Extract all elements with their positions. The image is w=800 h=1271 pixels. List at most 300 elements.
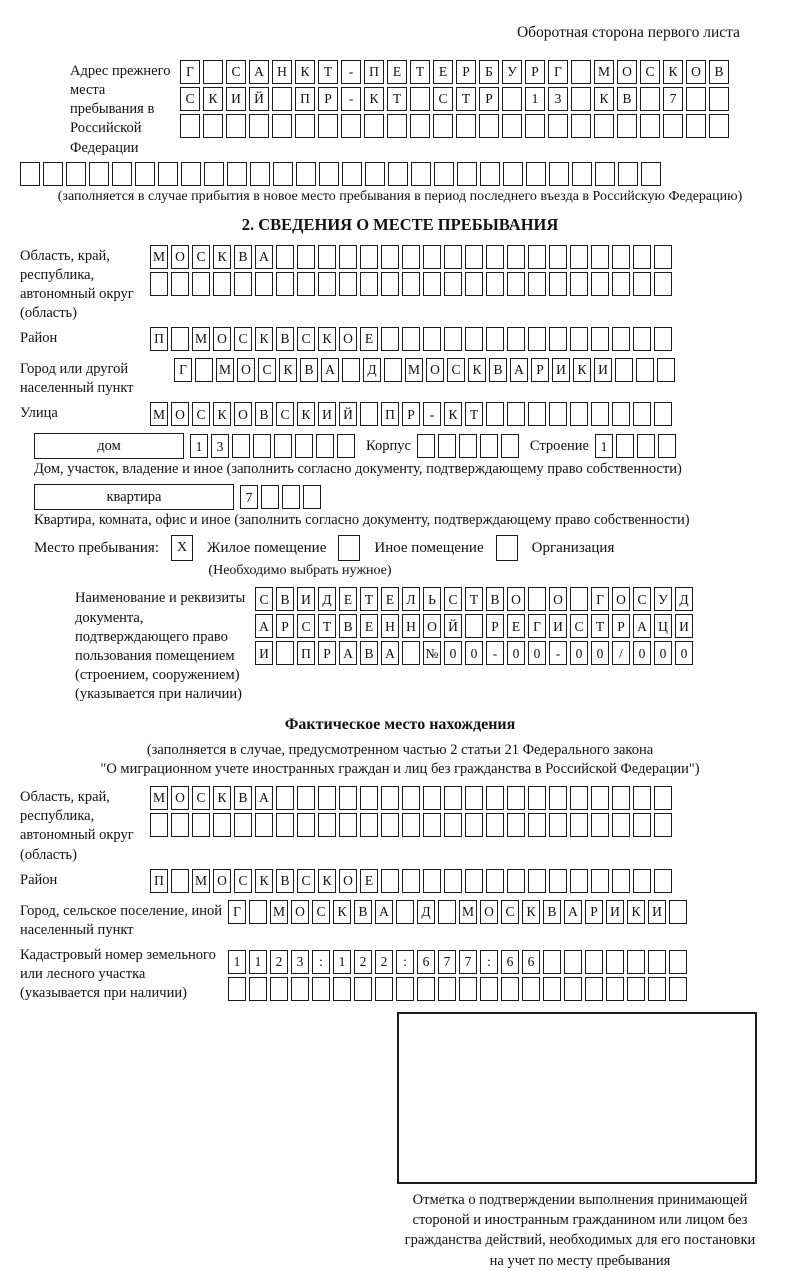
char-cell <box>387 114 407 138</box>
char-cell <box>633 813 651 837</box>
char-cell: О <box>686 60 706 84</box>
char-cell: К <box>468 358 486 382</box>
stroenie-label: Строение <box>529 437 589 454</box>
char-cell: О <box>339 327 357 351</box>
char-cell: М <box>150 786 168 810</box>
char-cell: И <box>255 641 273 665</box>
char-cell: О <box>612 587 630 611</box>
char-cell <box>591 245 609 269</box>
char-cell: К <box>364 87 384 111</box>
char-cell <box>465 786 483 810</box>
char-cell: П <box>295 87 315 111</box>
char-cell <box>548 114 568 138</box>
char-cell <box>337 434 355 458</box>
char-row <box>228 950 780 974</box>
char-cell: О <box>213 869 231 893</box>
char-cell <box>43 162 63 186</box>
char-cell <box>633 272 651 296</box>
char-cell: С <box>444 587 462 611</box>
char-cell: С <box>297 614 315 638</box>
char-cell <box>528 327 546 351</box>
char-cell: К <box>255 327 273 351</box>
char-cell <box>658 434 676 458</box>
char-cell <box>528 272 546 296</box>
char-cell <box>606 950 624 974</box>
char-cell: С <box>192 245 210 269</box>
char-cell <box>365 162 385 186</box>
char-cell <box>640 114 660 138</box>
char-cell <box>291 977 309 1001</box>
char-cell: Т <box>360 587 378 611</box>
char-cell <box>633 786 651 810</box>
field-al-city <box>20 900 780 940</box>
char-cell <box>171 272 189 296</box>
char-cell <box>318 813 336 837</box>
char-cell <box>423 813 441 837</box>
char-cell: Н <box>381 614 399 638</box>
actual-location-note-1: (заполняется в случае, предусмотренном частью 2 статьи 21 Федерального закона <box>146 742 654 759</box>
char-cell: П <box>150 327 168 351</box>
char-cell: О <box>171 402 189 426</box>
char-cell <box>171 869 189 893</box>
field-al-region <box>20 786 780 865</box>
char-cell <box>654 327 672 351</box>
char-cell <box>486 272 504 296</box>
char-cell <box>272 114 292 138</box>
char-cell <box>591 869 609 893</box>
char-cell <box>457 162 477 186</box>
char-cell: Е <box>360 614 378 638</box>
char-cell <box>381 272 399 296</box>
char-cell: Р <box>276 614 294 638</box>
char-cell: С <box>276 402 294 426</box>
char-row <box>228 900 780 924</box>
char-cell <box>543 977 561 1001</box>
char-cell: К <box>203 87 223 111</box>
char-cell <box>402 327 420 351</box>
street-rows <box>150 402 780 429</box>
char-cell: Е <box>507 614 525 638</box>
char-cell: С <box>640 60 660 84</box>
char-cell: С <box>258 358 276 382</box>
char-cell: 7 <box>663 87 683 111</box>
char-cell <box>571 60 591 84</box>
stamp-box <box>397 1012 757 1184</box>
char-cell: № <box>423 641 441 665</box>
char-cell <box>341 114 361 138</box>
char-cell <box>282 485 300 509</box>
char-cell <box>641 162 661 186</box>
char-cell: М <box>192 327 210 351</box>
char-cell <box>249 900 267 924</box>
char-cell: К <box>297 402 315 426</box>
char-cell <box>627 977 645 1001</box>
char-cell <box>526 162 546 186</box>
char-cell <box>381 786 399 810</box>
char-cell <box>486 327 504 351</box>
organization-label: Организация <box>531 539 615 556</box>
char-cell <box>272 87 292 111</box>
char-cell <box>249 114 269 138</box>
char-cell: К <box>213 786 231 810</box>
char-cell: С <box>501 900 519 924</box>
char-row <box>150 245 780 269</box>
char-cell: О <box>423 614 441 638</box>
field-region <box>20 245 780 324</box>
char-cell: М <box>405 358 423 382</box>
char-cell <box>507 327 525 351</box>
char-cell: - <box>549 641 567 665</box>
char-cell: Р <box>318 641 336 665</box>
char-cell <box>342 358 360 382</box>
char-cell: 2 <box>354 950 372 974</box>
char-cell: С <box>234 327 252 351</box>
char-cell <box>549 245 567 269</box>
char-cell <box>402 869 420 893</box>
char-cell <box>203 60 223 84</box>
char-cell: - <box>486 641 504 665</box>
house-caption: Дом, участок, владение и иное (заполнить согласно документу, подтверждающему право собственности) <box>34 461 682 478</box>
char-cell: Р <box>402 402 420 426</box>
document-rows <box>255 587 780 704</box>
char-cell <box>507 813 525 837</box>
char-cell <box>192 813 210 837</box>
char-cell <box>297 272 315 296</box>
char-cell: 3 <box>548 87 568 111</box>
char-cell <box>423 786 441 810</box>
char-cell <box>195 358 213 382</box>
other-premises-checkbox <box>338 535 360 561</box>
char-cell: Р <box>486 614 504 638</box>
char-cell <box>112 162 132 186</box>
char-cell: И <box>297 587 315 611</box>
char-cell: 7 <box>240 485 258 509</box>
char-cell: В <box>276 587 294 611</box>
char-cell: А <box>339 641 357 665</box>
char-cell: О <box>549 587 567 611</box>
house-number-cells <box>190 434 358 458</box>
char-cell <box>501 434 519 458</box>
char-cell: С <box>433 87 453 111</box>
section2-title: 2. СВЕДЕНИЯ О МЕСТЕ ПРЕБЫВАНИЯ <box>241 214 559 234</box>
char-cell <box>528 587 546 611</box>
char-row <box>150 402 780 426</box>
char-cell <box>381 245 399 269</box>
char-row <box>150 786 780 810</box>
char-cell <box>255 813 273 837</box>
char-cell <box>171 327 189 351</box>
char-cell <box>618 162 638 186</box>
char-cell <box>570 587 588 611</box>
char-cell: Й <box>339 402 357 426</box>
organization-checkbox <box>496 535 518 561</box>
char-cell: - <box>423 402 441 426</box>
char-cell: А <box>381 641 399 665</box>
char-cell <box>543 950 561 974</box>
char-cell: К <box>318 869 336 893</box>
char-cell: М <box>150 402 168 426</box>
char-cell <box>333 977 351 1001</box>
char-cell <box>612 327 630 351</box>
char-cell <box>570 272 588 296</box>
char-cell <box>396 977 414 1001</box>
char-row <box>174 358 780 382</box>
char-cell <box>502 87 522 111</box>
char-cell <box>384 358 402 382</box>
char-cell: 1 <box>525 87 545 111</box>
char-cell <box>459 977 477 1001</box>
char-cell <box>270 977 288 1001</box>
char-row <box>150 813 780 837</box>
char-cell: Е <box>360 869 378 893</box>
char-cell <box>479 114 499 138</box>
char-cell <box>276 245 294 269</box>
char-cell <box>465 869 483 893</box>
char-cell <box>444 786 462 810</box>
occupancy-note: (Необходимо выбрать нужное) <box>208 563 392 579</box>
char-cell <box>669 900 687 924</box>
char-cell: У <box>654 587 672 611</box>
char-cell: К <box>663 60 683 84</box>
char-cell: И <box>552 358 570 382</box>
char-cell: / <box>612 641 630 665</box>
char-cell: Р <box>585 900 603 924</box>
char-cell <box>276 813 294 837</box>
char-cell <box>226 114 246 138</box>
char-cell: М <box>270 900 288 924</box>
field-document <box>20 587 780 704</box>
char-cell <box>591 327 609 351</box>
char-cell: В <box>489 358 507 382</box>
char-cell <box>444 327 462 351</box>
char-cell <box>669 977 687 1001</box>
char-cell: Е <box>381 587 399 611</box>
char-cell <box>339 786 357 810</box>
char-cell <box>570 869 588 893</box>
char-cell <box>438 900 456 924</box>
char-cell <box>423 245 441 269</box>
char-cell <box>339 272 357 296</box>
char-cell <box>648 977 666 1001</box>
char-cell <box>150 272 168 296</box>
char-cell: С <box>226 60 246 84</box>
char-cell: П <box>381 402 399 426</box>
char-cell <box>594 114 614 138</box>
char-cell: 0 <box>507 641 525 665</box>
al-district-label: Район <box>20 871 58 888</box>
char-cell <box>637 434 655 458</box>
char-cell <box>438 977 456 1001</box>
char-cell <box>480 162 500 186</box>
char-cell <box>640 87 660 111</box>
char-cell <box>633 869 651 893</box>
korpus-label: Корпус <box>366 437 411 454</box>
char-cell <box>295 434 313 458</box>
district-label: Район <box>20 330 58 347</box>
char-cell <box>612 786 630 810</box>
char-cell <box>549 786 567 810</box>
char-cell <box>595 162 615 186</box>
char-cell <box>250 162 270 186</box>
char-cell <box>528 245 546 269</box>
char-cell <box>549 162 569 186</box>
char-cell <box>181 162 201 186</box>
char-cell: Т <box>318 614 336 638</box>
char-cell: Й <box>444 614 462 638</box>
char-cell <box>502 114 522 138</box>
char-cell: Г <box>528 614 546 638</box>
char-cell <box>612 813 630 837</box>
char-cell <box>572 162 592 186</box>
apartment-caption: Квартира, комната, офис и иное (заполнить согласно документу, подтверждающему право собственности) <box>34 512 690 529</box>
al-city-label: Город, сельское поселение, иной населенный пункт <box>20 902 223 938</box>
char-cell <box>486 786 504 810</box>
char-row <box>180 60 780 84</box>
char-cell <box>423 327 441 351</box>
char-cell: Т <box>456 87 476 111</box>
char-cell <box>570 402 588 426</box>
char-cell <box>570 245 588 269</box>
district-rows <box>150 327 780 354</box>
char-cell <box>612 402 630 426</box>
char-row <box>180 87 780 111</box>
street-label: Улица <box>20 405 58 422</box>
apartment-number-cells <box>240 485 324 509</box>
char-cell <box>633 327 651 351</box>
char-cell: 1 <box>333 950 351 974</box>
char-cell: Б <box>479 60 499 84</box>
field-al-district <box>20 869 780 896</box>
previous-address-extra-row <box>20 162 780 186</box>
char-cell: 0 <box>570 641 588 665</box>
char-cell <box>444 869 462 893</box>
char-cell <box>459 434 477 458</box>
char-cell: О <box>291 900 309 924</box>
char-cell <box>669 950 687 974</box>
char-cell: С <box>447 358 465 382</box>
char-cell: А <box>564 900 582 924</box>
char-cell: 0 <box>675 641 693 665</box>
char-cell: О <box>234 402 252 426</box>
occupancy-label: Место пребывания: <box>34 539 159 556</box>
field-cadastre <box>20 944 780 1004</box>
char-cell: 0 <box>465 641 483 665</box>
char-cell <box>528 786 546 810</box>
char-cell <box>591 813 609 837</box>
char-cell <box>570 813 588 837</box>
char-cell: : <box>396 950 414 974</box>
char-cell <box>255 272 273 296</box>
char-cell <box>276 786 294 810</box>
char-cell <box>342 162 362 186</box>
char-cell <box>507 272 525 296</box>
residential-label: Жилое помещение <box>207 539 327 556</box>
char-cell <box>571 87 591 111</box>
char-cell: 2 <box>270 950 288 974</box>
char-cell: В <box>276 327 294 351</box>
apartment-row <box>34 484 780 510</box>
char-cell: О <box>507 587 525 611</box>
char-cell <box>606 977 624 1001</box>
char-cell <box>616 434 634 458</box>
char-cell <box>232 434 250 458</box>
char-cell <box>410 87 430 111</box>
char-cell <box>360 272 378 296</box>
char-cell: 1 <box>228 950 246 974</box>
char-cell: К <box>594 87 614 111</box>
other-premises-label: Иное помещение <box>374 539 484 556</box>
char-row <box>150 327 780 351</box>
char-cell <box>480 977 498 1001</box>
char-cell: Е <box>387 60 407 84</box>
char-cell <box>297 813 315 837</box>
cadastre-rows <box>228 944 780 1004</box>
char-cell <box>417 977 435 1001</box>
char-cell <box>417 434 435 458</box>
char-cell <box>213 272 231 296</box>
char-cell: К <box>444 402 462 426</box>
char-cell: И <box>606 900 624 924</box>
char-cell: Р <box>612 614 630 638</box>
char-cell <box>709 114 729 138</box>
char-cell: В <box>234 245 252 269</box>
char-cell <box>228 977 246 1001</box>
char-cell: А <box>255 614 273 638</box>
char-cell <box>686 114 706 138</box>
char-cell: Г <box>591 587 609 611</box>
char-cell: О <box>171 786 189 810</box>
char-cell <box>501 977 519 1001</box>
char-cell <box>444 245 462 269</box>
char-cell: Ь <box>423 587 441 611</box>
char-cell: : <box>312 950 330 974</box>
char-cell: Р <box>456 60 476 84</box>
char-cell <box>528 402 546 426</box>
char-cell: Н <box>272 60 292 84</box>
char-cell: 1 <box>190 434 208 458</box>
char-cell: М <box>459 900 477 924</box>
char-cell: 3 <box>291 950 309 974</box>
char-cell <box>549 272 567 296</box>
char-cell: С <box>192 786 210 810</box>
char-cell: О <box>339 869 357 893</box>
char-cell <box>204 162 224 186</box>
char-cell: - <box>341 87 361 111</box>
char-cell: В <box>709 60 729 84</box>
char-cell: Д <box>417 900 435 924</box>
char-cell <box>465 327 483 351</box>
char-cell: Й <box>249 87 269 111</box>
char-cell <box>375 977 393 1001</box>
char-cell <box>89 162 109 186</box>
char-cell <box>388 162 408 186</box>
al-city-rows <box>228 900 780 940</box>
char-cell <box>465 245 483 269</box>
char-cell: 6 <box>501 950 519 974</box>
char-cell <box>654 869 672 893</box>
stroenie-cells <box>595 434 679 458</box>
char-row <box>228 977 780 1001</box>
char-cell <box>654 786 672 810</box>
char-cell: К <box>213 402 231 426</box>
city-rows <box>174 358 780 398</box>
char-cell <box>135 162 155 186</box>
char-cell <box>381 869 399 893</box>
char-cell: И <box>549 614 567 638</box>
char-cell <box>507 869 525 893</box>
stamp-caption: Отметка о подтверждении выполнения принимающей стороной и иностранным гражданином или лицом без гражданства действий, необходимых для его постановки на учет по месту пребывания <box>404 1191 756 1269</box>
char-cell: И <box>648 900 666 924</box>
